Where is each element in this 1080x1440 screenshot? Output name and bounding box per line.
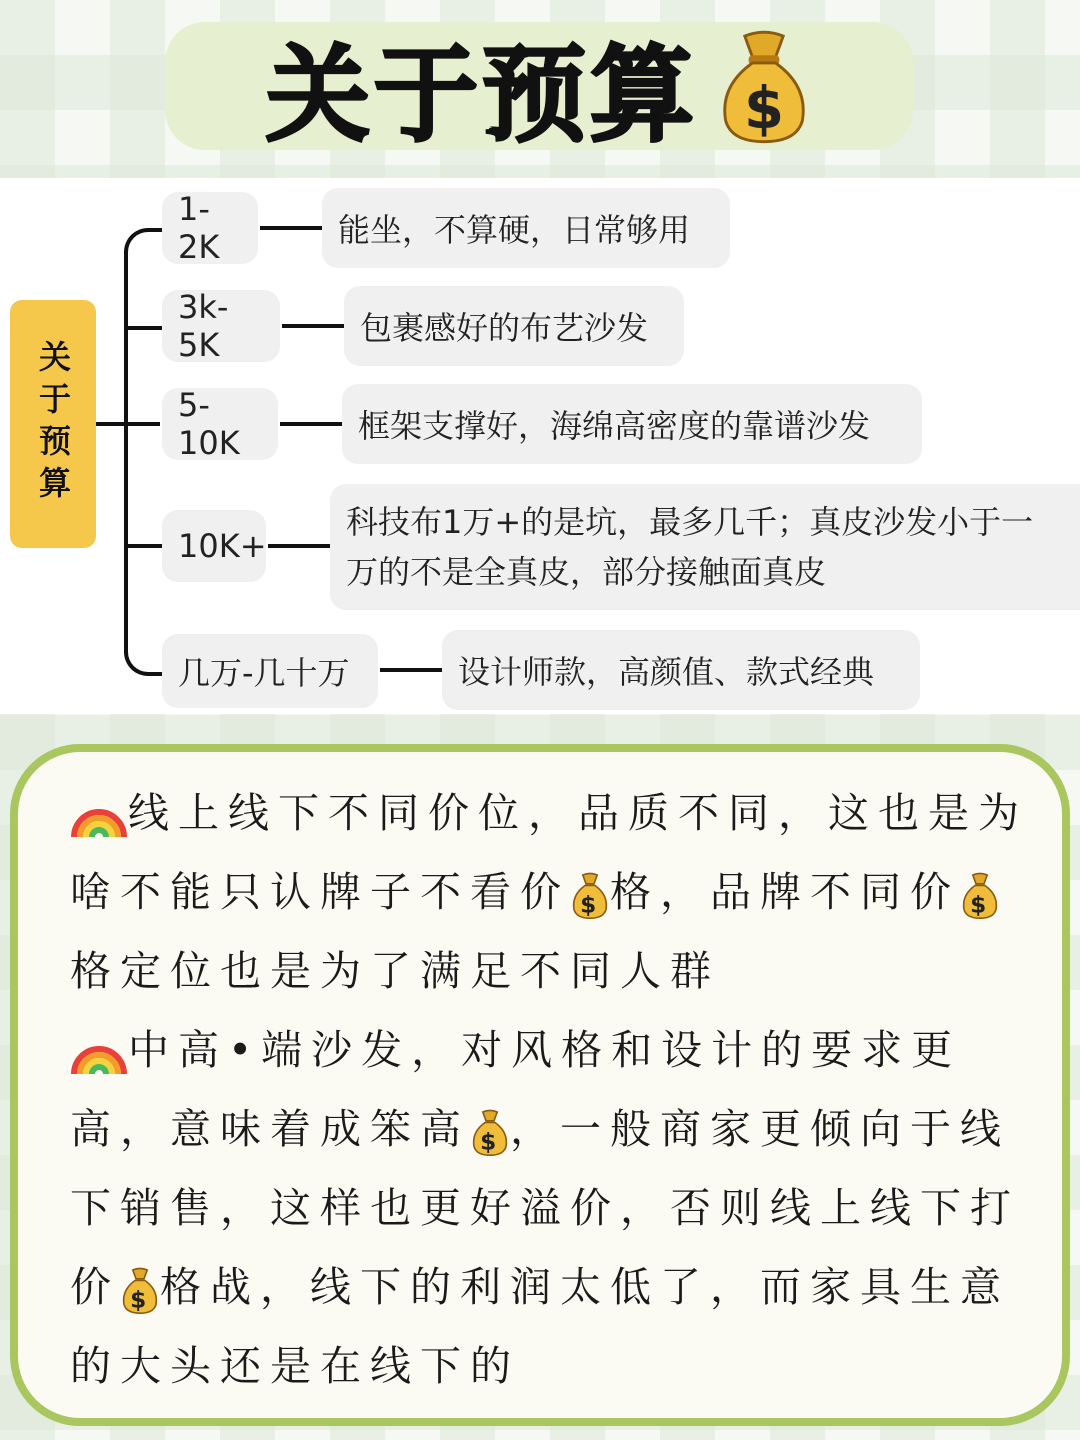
desc-label-line2: 万的不是全真皮，部分接触面真皮 (346, 553, 827, 591)
svg-text:$: $ (970, 891, 990, 919)
desc-node-1 (322, 188, 730, 268)
money-bag-icon (570, 871, 610, 919)
rainbow-icon (70, 1030, 128, 1076)
desc-label: 能坐，不算硬，日常够用 (338, 211, 691, 249)
desc-label: 包裹感好的布艺沙发 (360, 309, 649, 347)
branch-tick (124, 326, 162, 330)
tier-node-2 (162, 290, 280, 362)
note-text: 线上线下不同价位，品质不同，这也是为 (128, 789, 1028, 837)
tier-connector (282, 324, 344, 328)
tier-label: 1-2K (178, 190, 220, 266)
tier-node-1 (162, 192, 258, 264)
tier-node-4 (162, 510, 266, 582)
money-bag-icon (716, 27, 812, 145)
note-paragraph-1 (70, 774, 1040, 1011)
note-text: 啥不能只认牌子不看价 (70, 868, 570, 916)
notes-box (10, 744, 1070, 1426)
desc-node-2 (344, 286, 684, 366)
note-text: 格，品牌不同价 (610, 868, 960, 916)
svg-text:$: $ (480, 1128, 500, 1156)
desc-node-4 (330, 484, 1080, 610)
tier-label: 5-10K (178, 386, 240, 462)
note-text: 格定位也是为了满足不同人群 (70, 947, 720, 995)
money-bag-icon (120, 1266, 160, 1314)
mindmap-panel (0, 178, 1080, 714)
tier-label: 几万-几十万 (178, 654, 350, 692)
desc-node-3 (342, 384, 922, 464)
tier-node-5 (162, 634, 378, 708)
svg-text:$: $ (580, 891, 600, 919)
desc-label: 框架支撑好，海绵高密度的靠谱沙发 (358, 407, 871, 445)
tier-node-3 (162, 388, 278, 460)
note-text: 售，这样也更好溢价，否则线上线下打价 (70, 1184, 1020, 1311)
note-text: 头还是在线下的 (170, 1342, 520, 1390)
money-bag-icon (470, 1108, 510, 1156)
money-bag-icon (960, 871, 1000, 919)
tier-label: 10K+ (178, 527, 267, 565)
desc-label: 设计师款，高颜值、款式经典 (458, 653, 875, 691)
svg-text:$: $ (743, 75, 785, 143)
root-label: 关于预算 (34, 340, 72, 508)
tier-connector (280, 422, 342, 426)
tier-label: 3k-5K (178, 288, 229, 364)
tier-connector (268, 544, 330, 548)
title-banner (165, 22, 913, 156)
page-title: 关于预算 (265, 34, 698, 156)
desc-label-line1: 科技布1万+的是坑，最多几千；真皮沙发小于一 (346, 503, 1034, 541)
tier-connector (380, 668, 442, 672)
note-paragraph-2 (70, 1011, 1040, 1406)
branch-tick (124, 544, 162, 548)
desc-node-5 (442, 630, 920, 710)
tier-connector (260, 226, 322, 230)
mindmap-root-node (10, 300, 96, 548)
rainbow-icon (70, 793, 128, 839)
note-text: 意味着成笨高 (170, 1105, 470, 1153)
note-text: 格战，线下的利润太低了，而家具生意的大 (70, 1263, 1010, 1390)
svg-text:$: $ (130, 1286, 150, 1314)
note-text: 中高•端沙发，对风格和设计的要求更高， (70, 1026, 962, 1153)
note-text: ，一般商家更倾向于线下销 (70, 1105, 1010, 1232)
